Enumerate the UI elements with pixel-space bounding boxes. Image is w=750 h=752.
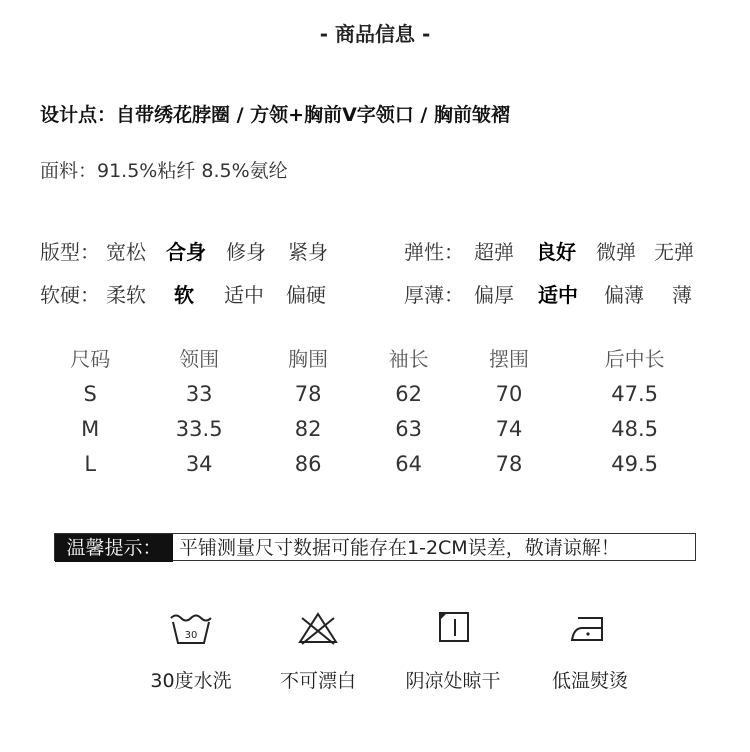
fit-option-regular: 合身: [166, 240, 206, 264]
softness-option-softish: 软: [174, 283, 194, 307]
header-size: 尺码: [70, 346, 111, 371]
fit-option-slim: 修身: [226, 240, 266, 264]
table-row: [40, 411, 710, 446]
size-table: [40, 338, 710, 481]
tip-banner: [54, 533, 696, 561]
fit-row: [40, 236, 360, 266]
care-label: 阴凉处晾干: [405, 670, 501, 692]
thickness-option-thick: 偏厚: [474, 283, 514, 307]
softness-option-stiff: 偏硬: [286, 283, 326, 307]
tip-text: 平铺测量尺寸数据可能存在1-2CM误差，敬请谅解！: [179, 537, 620, 559]
table-cell: 82: [294, 416, 322, 441]
table-cell: 49.5: [611, 451, 659, 476]
table-cell: 34: [185, 451, 213, 476]
wash-30-icon: [169, 610, 213, 646]
care-item-iron: [515, 610, 665, 693]
thickness-row: [404, 279, 714, 309]
softness-option-medium: 适中: [224, 283, 264, 307]
shade-dry-icon: [431, 610, 475, 646]
table-cell: 64: [395, 451, 422, 476]
table-cell: M: [81, 416, 100, 441]
fit-label: 版型：: [40, 240, 100, 264]
thickness-label: 厚薄：: [404, 283, 464, 307]
table-cell: 33.5: [175, 416, 223, 441]
elasticity-option-super: 超弹: [474, 240, 514, 264]
care-label: 低温熨烫: [551, 670, 628, 692]
thickness-option-medium: 适中: [538, 283, 578, 307]
care-item-bleach: [243, 610, 393, 693]
fit-option-tight: 紧身: [288, 240, 328, 264]
elasticity-label: 弹性：: [404, 240, 464, 264]
thickness-option-thinnish: 偏薄: [604, 283, 644, 307]
table-cell: 33: [185, 381, 213, 406]
elasticity-option-slight: 微弹: [596, 240, 636, 264]
fabric-composition: 面料：91.5%粘纤 8.5%氨纶: [40, 160, 288, 182]
no-bleach-icon: [296, 610, 340, 646]
table-row: [40, 446, 710, 481]
table-cell: S: [83, 381, 97, 406]
elasticity-option-good: 良好: [536, 240, 576, 264]
header-hem: 摆围: [489, 346, 530, 371]
table-row: [40, 376, 710, 411]
care-item-dry: [378, 610, 528, 693]
iron-low-icon: [568, 610, 612, 646]
care-label: 不可漂白: [279, 670, 356, 692]
table-cell: 74: [495, 416, 523, 441]
table-cell: 78: [294, 381, 322, 406]
softness-row: [40, 279, 360, 309]
elasticity-row: [404, 236, 714, 266]
thickness-option-thin: 薄: [672, 283, 692, 307]
wash-temp: 30: [184, 630, 198, 641]
table-cell: 47.5: [611, 381, 659, 406]
table-cell: 70: [495, 381, 523, 406]
header-collar: 领围: [179, 346, 220, 371]
page-title: - 商品信息 -: [319, 22, 431, 46]
size-table-header: [40, 338, 710, 376]
table-cell: 48.5: [611, 416, 659, 441]
table-cell: 63: [395, 416, 422, 441]
fit-option-loose: 宽松: [106, 240, 146, 264]
table-cell: 86: [294, 451, 322, 476]
header-back-length: 后中长: [604, 346, 665, 371]
tip-label: 温馨提示：: [55, 534, 173, 562]
table-cell: 62: [395, 381, 422, 406]
header-sleeve: 袖长: [388, 346, 429, 371]
header-chest: 胸围: [288, 346, 329, 371]
softness-label: 软硬：: [40, 283, 100, 307]
elasticity-option-none: 无弹: [654, 240, 694, 264]
design-points: 设计点：自带绣花脖圈 / 方领+胸前V字领口 / 胸前皱褶: [40, 104, 510, 126]
softness-option-soft: 柔软: [106, 283, 146, 307]
table-cell: L: [84, 451, 97, 476]
table-cell: 78: [495, 451, 523, 476]
care-label: 30度水洗: [150, 670, 232, 692]
